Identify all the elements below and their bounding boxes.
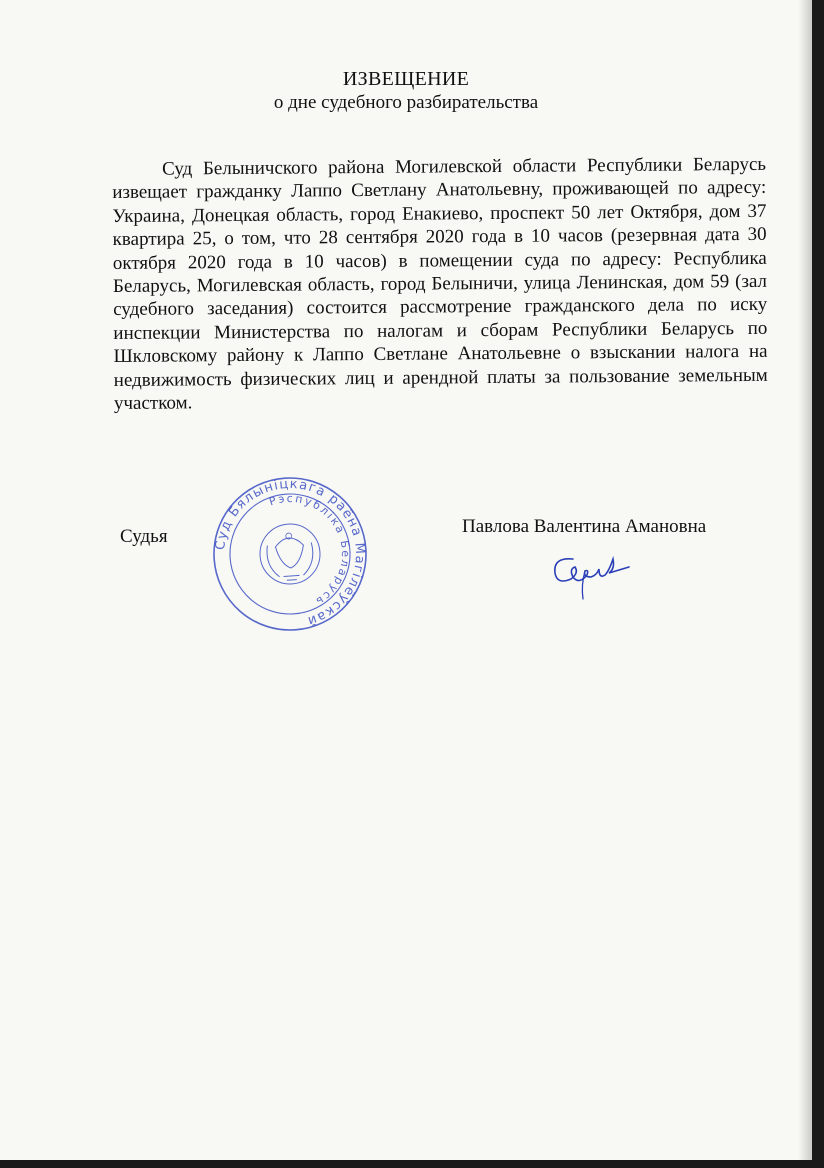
document-body: Суд Белыничского района Могилевской области Республики Беларусь извещает гражданку Лаппо Светлану Анатольевну, проживающей по адресу: Украина, Донецкая область, город Енакиево, проспект 50 лет Октября, дом 37 квартира 25, о том, что 28 сентября 2020 года в 10 часов (резервная дата 30 октября 2020 года в 10 часов) в помещении суда по адресу: Республика Беларусь, Могилевская область, город Белыничи, улица Ленинская, дом 59 (зал судебного заседания) состоится рассмотрение гражданского дела по иску инспекции Министерства по налогам и сборам Республики Беларусь по Шкловскому району к Лаппо Светлане Анатольевне о взыскании налога на недвижимость физических лиц и арендной платы за пользование земельным участком.: [112, 153, 768, 415]
stamp-inner-text: Рэспубліка Беларусь: [267, 491, 353, 609]
judge-signature: [545, 545, 635, 600]
stamp-outer-text: Суд Бялыніцкага раёна Магілёўскай: [213, 476, 368, 629]
judge-name: Павлова Валентина Амановна: [462, 516, 707, 537]
document-title: ИЗВЕЩЕНИЕ: [342, 68, 470, 90]
page-edge-shadow: [798, 0, 812, 1160]
document-subtitle: о дне судебного разбирательства: [273, 92, 539, 113]
court-stamp: [205, 469, 376, 640]
judge-role-label: Судья: [120, 526, 168, 547]
